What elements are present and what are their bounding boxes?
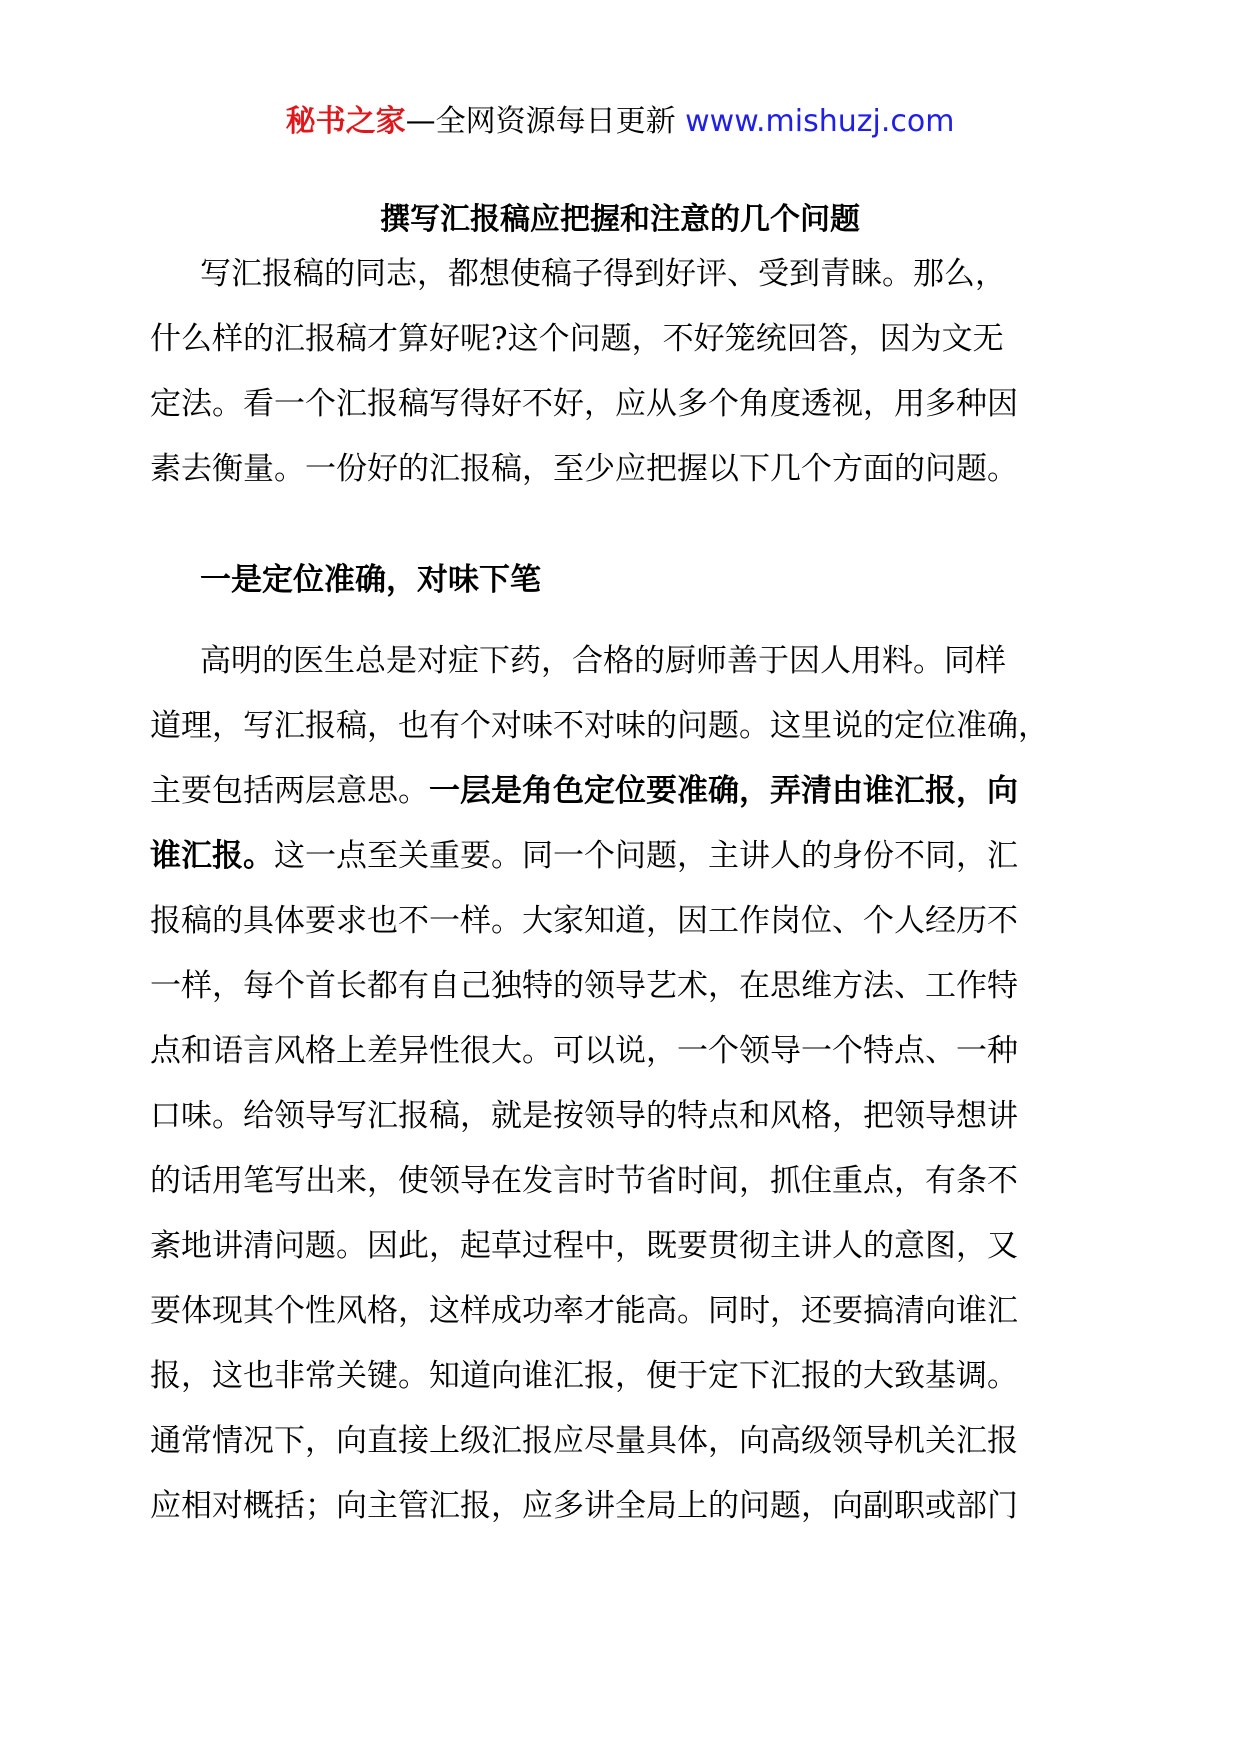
- emphasis-text: 一层是角色定位要准确，弄清由谁汇报，向: [429, 773, 1018, 809]
- paragraph-line: 写汇报稿的同志，都想使稿子得到好评、受到青睐。那么，: [200, 256, 1006, 292]
- brand-name: 秘书之家: [285, 104, 406, 139]
- paragraph-line: 报稿的具体要求也不一样。大家知道，因工作岗位、个人经历不: [150, 903, 1018, 939]
- section-heading: 一是定位准确，对味下笔: [200, 562, 541, 598]
- normal-text: 这一点至关重要。同一个问题，主讲人的身份不同，汇: [274, 838, 1018, 874]
- paragraph-line: 紊地讲清问题。因此，起草过程中，既要贯彻主讲人的意图，又: [150, 1228, 1018, 1264]
- header-slogan: —全网资源每日更新: [405, 104, 676, 139]
- paragraph-line: 道理，写汇报稿，也有个对味不对味的问题。这里说的定位准确，: [150, 708, 1049, 744]
- paragraph-line: 要体现其个性风格，这样成功率才能高。同时，还要搞清向谁汇: [150, 1293, 1018, 1329]
- paragraph-line: 素去衡量。一份好的汇报稿，至少应把握以下几个方面的问题。: [150, 451, 1018, 487]
- paragraph-line: [150, 824, 1110, 889]
- paragraph-line: 什么样的汇报稿才算好呢?这个问题，不好笼统回答，因为文无: [150, 321, 1004, 357]
- paragraph-line: 报，这也非常关键。知道向谁汇报，便于定下汇报的大致基调。: [150, 1358, 1018, 1394]
- emphasis-text: 谁汇报。: [150, 838, 274, 874]
- paragraph-line: 通常情况下，向直接上级汇报应尽量具体，向高级领导机关汇报: [150, 1423, 1018, 1459]
- paragraph-line: 一样，每个首长都有自己独特的领导艺术，在思维方法、工作特: [150, 968, 1018, 1004]
- paragraph-line: 定法。看一个汇报稿写得好不好，应从多个角度透视，用多种因: [150, 386, 1018, 422]
- site-url-link[interactable]: www.mishuzj.com: [685, 104, 955, 139]
- paragraph-line: [150, 759, 1110, 824]
- paragraph-line: 的话用笔写出来，使领导在发言时节省时间，抓住重点，有条不: [150, 1163, 1018, 1199]
- site-header: [0, 102, 1240, 142]
- intro-paragraph: [150, 242, 1110, 502]
- paragraph-line: 点和语言风格上差异性很大。可以说，一个领导一个特点、一种: [150, 1033, 1018, 1069]
- paragraph-line: 应相对概括；向主管汇报，应多讲全局上的问题，向副职或部门: [150, 1488, 1018, 1524]
- paragraph-line: 高明的医生总是对症下药，合格的厨师善于因人用料。同样: [200, 643, 1006, 679]
- document-title: 撰写汇报稿应把握和注意的几个问题: [380, 202, 860, 237]
- normal-text: 主要包括两层意思。: [150, 773, 429, 809]
- body-paragraph: [150, 629, 1110, 1539]
- paragraph-line: 口味。给领导写汇报稿，就是按领导的特点和风格，把领导想讲: [150, 1098, 1018, 1134]
